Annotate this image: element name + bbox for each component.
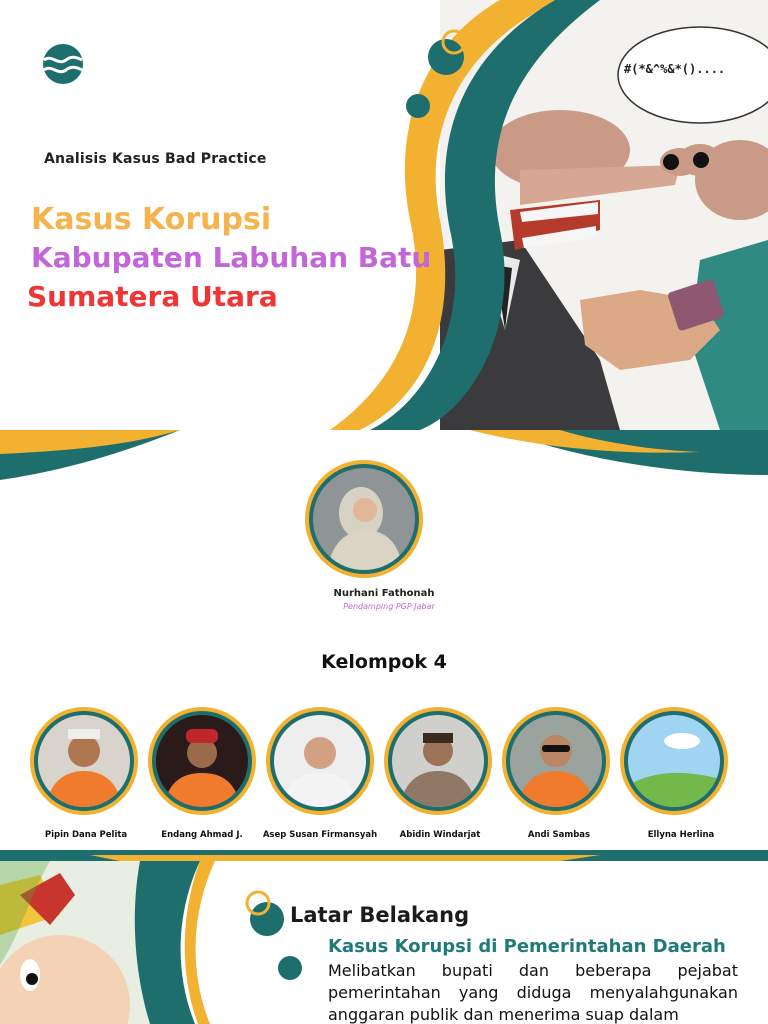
mentor-role: Pendamping PGP Jabar: [343, 602, 435, 611]
member-name: Asep Susan Firmansyah: [262, 830, 378, 840]
slide-background-section: [0, 855, 768, 1024]
mentor-name: Nurhani Fathonah: [333, 588, 435, 599]
title-line-2: Kabupaten Labuhan Batu: [31, 241, 432, 274]
section-subheading: Kasus Korupsi di Pemerintahan Daerah: [328, 936, 726, 957]
member-name: Ellyna Herlina: [647, 830, 715, 840]
member-avatar: [148, 707, 256, 815]
logo-icon: [43, 44, 83, 84]
member-avatar: [266, 707, 374, 815]
title-line-3: Sumatera Utara: [27, 280, 278, 313]
section-title: Latar Belakang: [290, 903, 470, 927]
member-name: Pipin Dana Pelita: [44, 830, 128, 840]
slide-subtitle: Analisis Kasus Bad Practice: [44, 151, 267, 167]
speech-bubble-text: #(*&^%&*()....: [624, 62, 726, 76]
member-avatar: [502, 707, 610, 815]
member-avatar: [30, 707, 138, 815]
member-name: Endang Ahmad J.: [161, 830, 243, 840]
member-name: Andi Sambas: [527, 830, 591, 840]
member-avatar: [384, 707, 492, 815]
member-avatar: [620, 707, 728, 815]
mentor-avatar: [305, 460, 423, 578]
member-name: Abidin Windarjat: [399, 830, 481, 840]
section-body: Melibatkan bupati dan beberapa pejabat pemerintahan yang diduga menyalahgunakan anggaran publik dan menerima suap dalam: [328, 961, 738, 1024]
slide-title: [0, 0, 768, 430]
title-line-1: Kasus Korupsi: [31, 202, 272, 237]
group-title: Kelompok 4: [321, 651, 447, 673]
slide-team: [0, 430, 768, 855]
